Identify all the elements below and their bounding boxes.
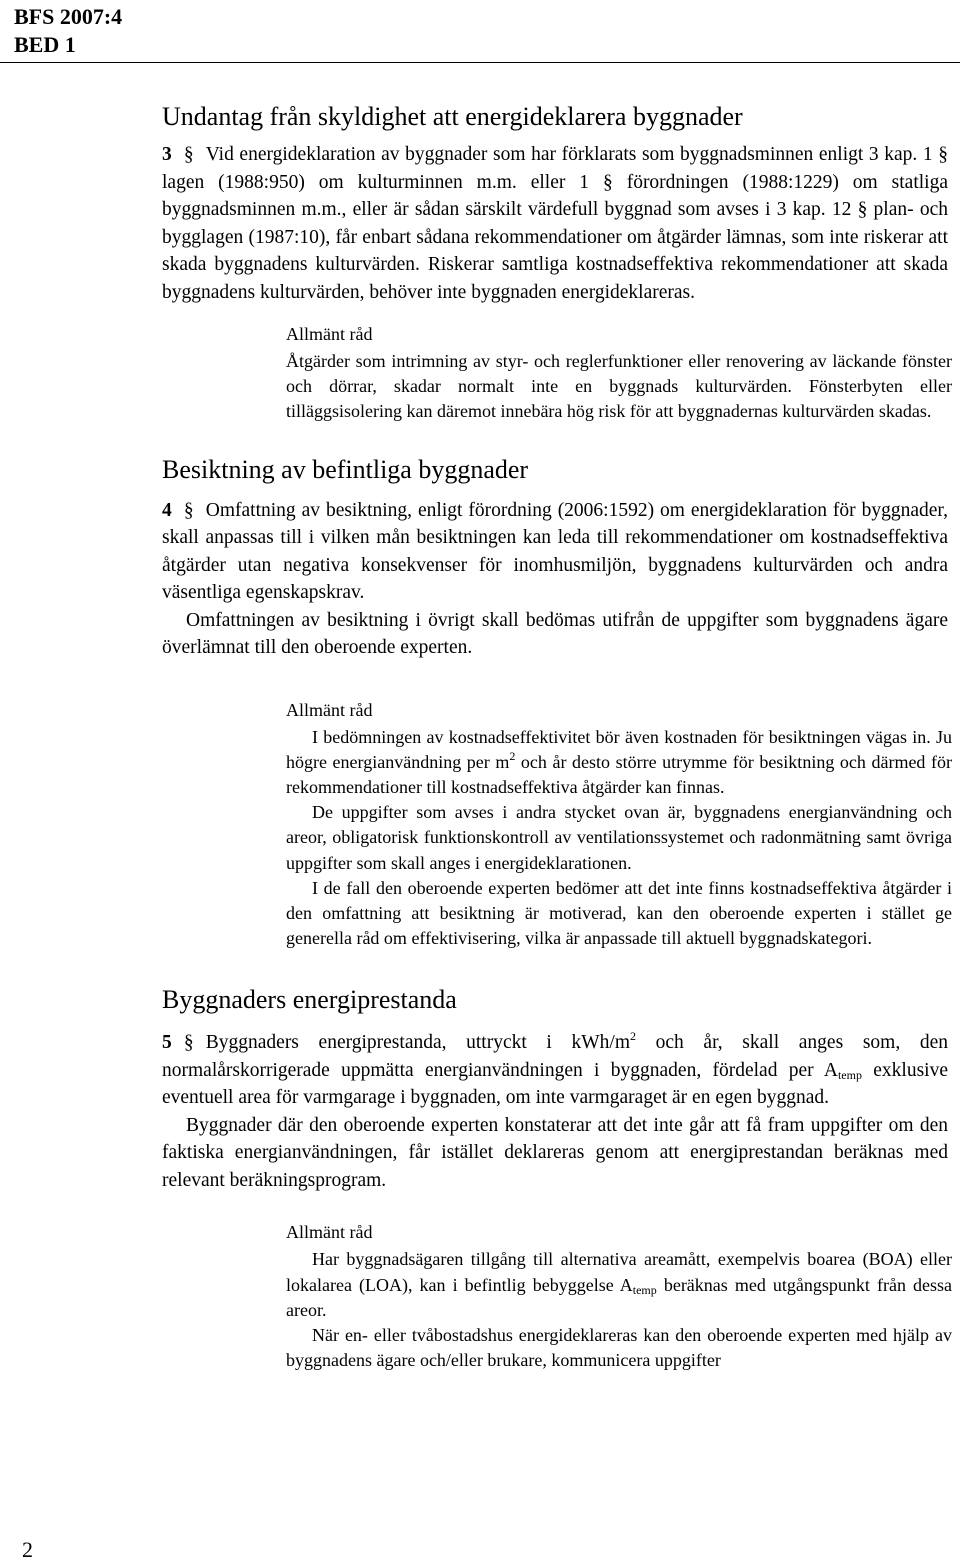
advice-text-1 bbox=[286, 725, 952, 801]
advice-text: Åtgärder som intrimning av styr- och reglerfunktioner eller renovering av läckande fönster och dörrar, skadar normalt inte en byggnads kulturvärden. Fönsterbyten eller tilläggsisolering kan däremot innebära hög risk för att byggnadernas kulturvärden skadas. bbox=[286, 351, 952, 422]
section-sign-icon: § bbox=[183, 499, 194, 521]
paragraph-5-text-c: exklusive eventuell area för varmgarage i byggnaden, om inte varmgaraget är en egen byggnad. bbox=[162, 1059, 949, 1109]
superscript: 2 bbox=[509, 748, 516, 763]
paragraph-4 bbox=[162, 497, 948, 607]
advice-text-1b: beräknas med utgångspunkt från dessa areor. bbox=[286, 1274, 952, 1320]
superscript: 2 bbox=[629, 1029, 636, 1044]
page-body bbox=[162, 100, 952, 1373]
heading-energy-performance: Byggnaders energiprestanda bbox=[162, 985, 457, 1015]
paragraph-4-second: Omfattningen av besiktning i övrigt skall bedömas utifrån de uppgifter som byggnadens ägare överlämnat till den oberoende experten. bbox=[162, 609, 948, 659]
subscript: temp bbox=[837, 1067, 862, 1082]
section-number: 5 bbox=[162, 1032, 172, 1054]
document-identifier bbox=[14, 3, 122, 59]
advice-text-1 bbox=[286, 1247, 952, 1323]
section-code: BED 1 bbox=[14, 32, 76, 57]
general-advice-2 bbox=[286, 698, 952, 952]
advice-text-2: När en- eller tvåbostadshus energideklareras kan den oberoende experten med hjälp av byggnadens ägare och/eller brukare, kommunicera uppgifter bbox=[286, 1325, 952, 1371]
page-number: 2 bbox=[22, 1537, 33, 1562]
advice-label: Allmänt råd bbox=[286, 1222, 373, 1243]
heading-exemptions: Undantag från skyldighet att energideklarera byggnader bbox=[162, 102, 743, 131]
section-sign-icon: § bbox=[183, 1032, 194, 1054]
paragraph-5-text-b: och år, skall anges som, den normalårskorrigerade uppmätta energianvändningen i byggnaden, fördelad per A bbox=[162, 1032, 948, 1081]
advice-text-1a: Har byggnadsägaren tillgång till alternativa areamått, exempelvis boarea (BOA) eller lokalarea (LOA), kan i befintlig bebyggelse A bbox=[286, 1249, 952, 1295]
paragraph-5 bbox=[162, 1029, 948, 1112]
advice-text-1a: I bedömningen av kostnadseffektivitet bör även kostnaden för besiktningen vägas in. Ju högre energianvändning per m bbox=[286, 726, 952, 772]
paragraph-4-text: Omfattning av besiktning, enligt förordning (2006:1592) om energideklaration för byggnader, skall anpassas till i vilken mån besiktningen kan leda till rekommendationer om kostnadseffektiva åtgärder utan negativa konsekvenser för inomhusmiljön, byggnadens kulturvärden och andra väsentliga egenskapskrav. bbox=[162, 499, 948, 604]
paragraph-5-text-a: Byggnaders energiprestanda, uttryckt i kWh/m bbox=[205, 1032, 630, 1054]
advice-label: Allmänt råd bbox=[286, 324, 373, 344]
paragraph-5-second: Byggnader där den oberoende experten konstaterar att det inte går att få fram uppgifter om den faktiska energianvändningen, får istället deklareras genom att energiprestandan beräknas med relevant beräkningsprogram. bbox=[162, 1114, 948, 1191]
series-number: BFS 2007:4 bbox=[14, 4, 123, 29]
advice-text-3: I de fall den oberoende experten bedömer att det inte finns kostnadseffektiva åtgärder i den omfattning att besiktning är motiverad, kan den oberoende experten i stället ge generella råd om effektivisering, vilka är anpassade till aktuell byggnadskategori. bbox=[286, 877, 952, 949]
paragraph-3 bbox=[162, 141, 948, 306]
section-number: 4 bbox=[162, 499, 172, 521]
paragraph-3-text-2: Riskerar samtliga kostnadseffektiva rekommendationer att skada byggnadens kulturvärden, behöver inte byggnaden energideklareras. bbox=[162, 254, 949, 303]
section-sign-icon: § bbox=[183, 144, 194, 165]
advice-text-2: De uppgifter som avses i andra stycket ovan är, byggnadens energianvändning och areor, obligatorisk funktionskontroll av ventilationssystemet och radonmätning samt övriga uppgifter som skall anges i energideklarationen. bbox=[286, 802, 952, 873]
subscript: temp bbox=[632, 1282, 657, 1297]
paragraph-3-text: Vid energideklaration av byggnader som har förklarats som byggnadsminnen enligt 3 kap. 1 § lagen (1988:950) om kulturminnen m.m. eller 1 § förordningen (1988:1229) om statliga byggnadsminnen m.m., eller är sådan särskilt värdefull byggnad som avses i 3 kap. 12 § plan- och bygglagen (1987:10), får enbart sådana rekommendationer om åtgärder lämnas, som inte riskerar att skada byggnadens kulturvärden. bbox=[162, 144, 948, 275]
general-advice-1 bbox=[286, 322, 952, 425]
advice-label: Allmänt råd bbox=[286, 699, 373, 720]
header-divider bbox=[0, 62, 960, 63]
advice-text-1b: och år desto större utrymme för besiktning och därmed för rekommendationer till kostnadseffektiva åtgärder kan finnas. bbox=[286, 751, 952, 798]
section-number: 3 bbox=[162, 144, 172, 165]
general-advice-3 bbox=[286, 1220, 952, 1373]
heading-inspection: Besiktning av befintliga byggnader bbox=[162, 454, 529, 484]
